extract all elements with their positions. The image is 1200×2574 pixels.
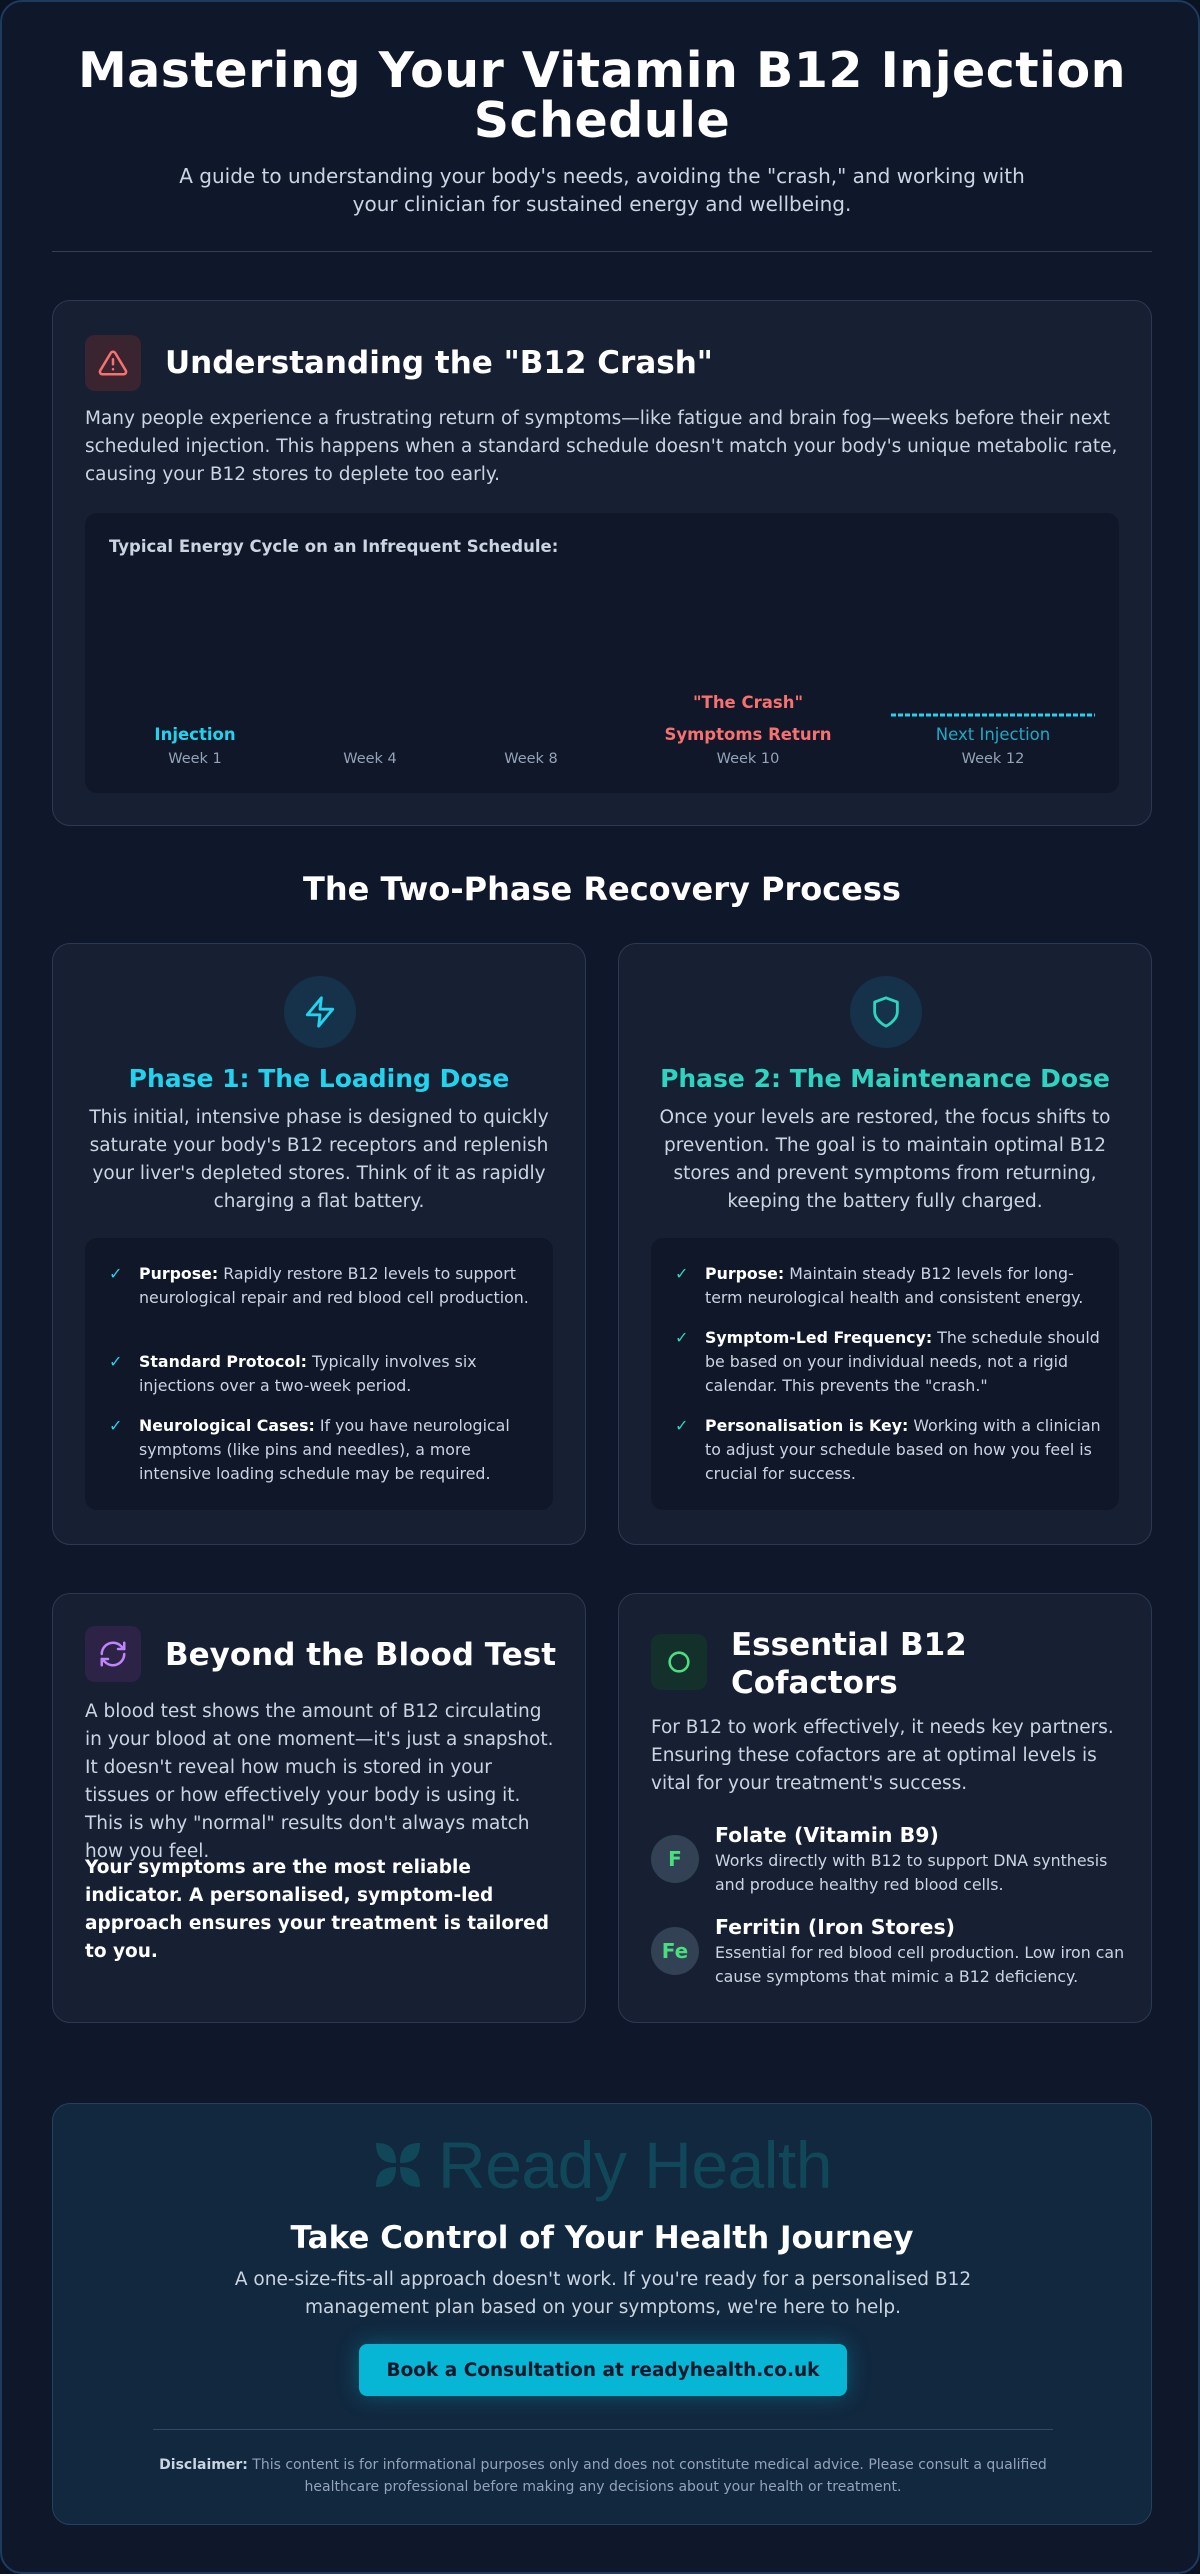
timeline-week-4: Week 4 (343, 751, 397, 767)
phase-1-desc: This initial, intensive phase is designed to quickly saturate your body's B12 receptors and replenish your liver's depleted stores. Think of it as rapidly charging a flat battery. (89, 1107, 549, 1212)
item-label: Purpose: (139, 1264, 219, 1283)
divider (52, 251, 1152, 252)
blood-test-body: A blood test shows the amount of B12 circulating in your blood at one moment—it's just a snapshot. It doesn't reveal how much is stored in your tissues or how effectively your body is using it. This is why "normal" results don't always match how you feel. (85, 1701, 554, 1862)
disclaimer (153, 2454, 1053, 2498)
item-text: If you have neurological symptoms (like pins and needles), a more intensive loading schedule may be required. (139, 1416, 510, 1483)
check-icon: ✓ (109, 1416, 123, 1435)
cofactor-desc: Essential for red blood cell production. Low iron can cause symptoms that mimic a B12 deficiency. (715, 1943, 1125, 1986)
check-icon: ✓ (675, 1416, 689, 1435)
item-label: Standard Protocol: (139, 1352, 307, 1371)
phase-1-title: Phase 1: The Loading Dose (128, 1064, 510, 1093)
cofactor-desc: Works directly with B12 to support DNA synthesis and produce healthy red blood cells. (715, 1851, 1108, 1894)
header (52, 42, 1152, 218)
brand-name: Ready Health (438, 2128, 832, 2202)
disclaimer-label: Disclaimer: (159, 2457, 248, 2473)
check-icon: ✓ (675, 1328, 689, 1347)
check-icon: ✓ (675, 1264, 689, 1283)
cta-section (52, 2103, 1152, 2525)
phase-1-list (85, 1238, 553, 1510)
brand-logo (53, 2130, 1151, 2200)
folate-badge: F (651, 1835, 699, 1883)
timeline-week-1: Week 1 (168, 751, 222, 767)
timeline-crash-label: "The Crash" (692, 693, 804, 712)
item-text: Rapidly restore B12 levels to support neurological repair and red blood cell production. (139, 1264, 529, 1307)
timeline-symptoms-label: Symptoms Return (664, 725, 832, 744)
phase-2-desc: Once your levels are restored, the focus shifts to prevention. The goal is to maintain optimal B12 stores and prevent symptoms from returning, keeping the battery fully charged. (659, 1107, 1111, 1212)
lightning-bolt-icon (284, 976, 356, 1048)
cta-desc: A one-size-fits-all approach doesn't work. If you're ready for a personalised B12 management plan based on your symptoms, we're here to help. (234, 2269, 972, 2318)
item-text: The schedule should be based on your individual needs, not a rigid calendar. This prevents the "crash." (705, 1328, 1100, 1395)
cofactors-body: For B12 to work effectively, it needs key partners. Ensuring these cofactors are at optimal levels is vital for your treatment's success. (651, 1717, 1114, 1794)
section-title: The Two-Phase Recovery Process (303, 870, 901, 908)
ferritin-badge: Fe (651, 1927, 699, 1975)
crash-card (52, 300, 1152, 826)
item-label: Symptom-Led Frequency: (705, 1328, 933, 1347)
check-icon: ✓ (109, 1264, 123, 1283)
cta-title: Take Control of Your Health Journey (290, 2220, 914, 2256)
book-consultation-button[interactable]: Book a Consultation at readyhealth.co.uk (359, 2344, 847, 2396)
cofactor-name: Ferritin (Iron Stores) (715, 1915, 956, 1939)
item-text: Typically involves six injections over a two-week period. (139, 1352, 477, 1395)
page-title: Mastering Your Vitamin B12 Injection Schedule (77, 42, 1127, 149)
timeline-week-12: Week 12 (961, 751, 1025, 767)
phase-2-list (651, 1238, 1119, 1510)
next-injection-marker (891, 712, 1095, 718)
blood-test-card (52, 1593, 586, 2023)
shield-icon (850, 976, 922, 1048)
phase-2-card (618, 943, 1152, 1545)
cofactors-title: Essential B12 Cofactors (731, 1627, 967, 1701)
crash-body: Many people experience a frustrating return of symptoms—like fatigue and brain fog—weeks before their next scheduled injection. This happens when a standard schedule doesn't match your body's unique metabolic rate, causing your B12 stores to deplete too early. (85, 408, 1118, 485)
cofactors-card (618, 1593, 1152, 2023)
blood-test-title: Beyond the Blood Test (165, 1637, 557, 1673)
divider (153, 2429, 1053, 2430)
check-icon: ✓ (109, 1352, 123, 1371)
warning-triangle-icon (85, 335, 141, 391)
item-label: Personalisation is Key: (705, 1416, 909, 1435)
energy-cycle-panel (85, 513, 1119, 793)
blood-test-emphasis: Your symptoms are the most reliable indicator. A personalised, symptom-led approach ensures your treatment is tailored to you. (85, 1857, 549, 1962)
phase-1-card (52, 943, 586, 1545)
timeline-injection-label: Injection (154, 725, 236, 744)
item-text: Maintain steady B12 levels for long-term neurological health and consistent energy. (705, 1264, 1084, 1307)
ring-icon (651, 1634, 707, 1690)
crash-title: Understanding the "B12 Crash" (165, 345, 713, 381)
energy-cycle-title: Typical Energy Cycle on an Infrequent Schedule: (109, 537, 559, 556)
cofactor-name: Folate (Vitamin B9) (715, 1823, 939, 1847)
item-text: Working with a clinician to adjust your schedule based on how you feel is crucial for success. (705, 1416, 1101, 1483)
timeline-week-8: Week 8 (504, 751, 558, 767)
brand-logo-icon (372, 2139, 424, 2191)
disclaimer-text: This content is for informational purposes only and does not constitute medical advice. Please consult a qualified healthcare professional before making any decisions about your health or treatment. (247, 2457, 1047, 2495)
item-label: Neurological Cases: (139, 1416, 315, 1435)
timeline-week-10: Week 10 (716, 751, 780, 767)
phase-2-title: Phase 2: The Maintenance Dose (660, 1064, 1110, 1093)
cycle-icon (85, 1626, 141, 1682)
item-label: Purpose: (705, 1264, 785, 1283)
page-subtitle: A guide to understanding your body's needs, avoiding the "crash," and working with your clinician for sustained energy and wellbeing. (179, 164, 1025, 216)
timeline-next-label: Next Injection (935, 725, 1051, 744)
